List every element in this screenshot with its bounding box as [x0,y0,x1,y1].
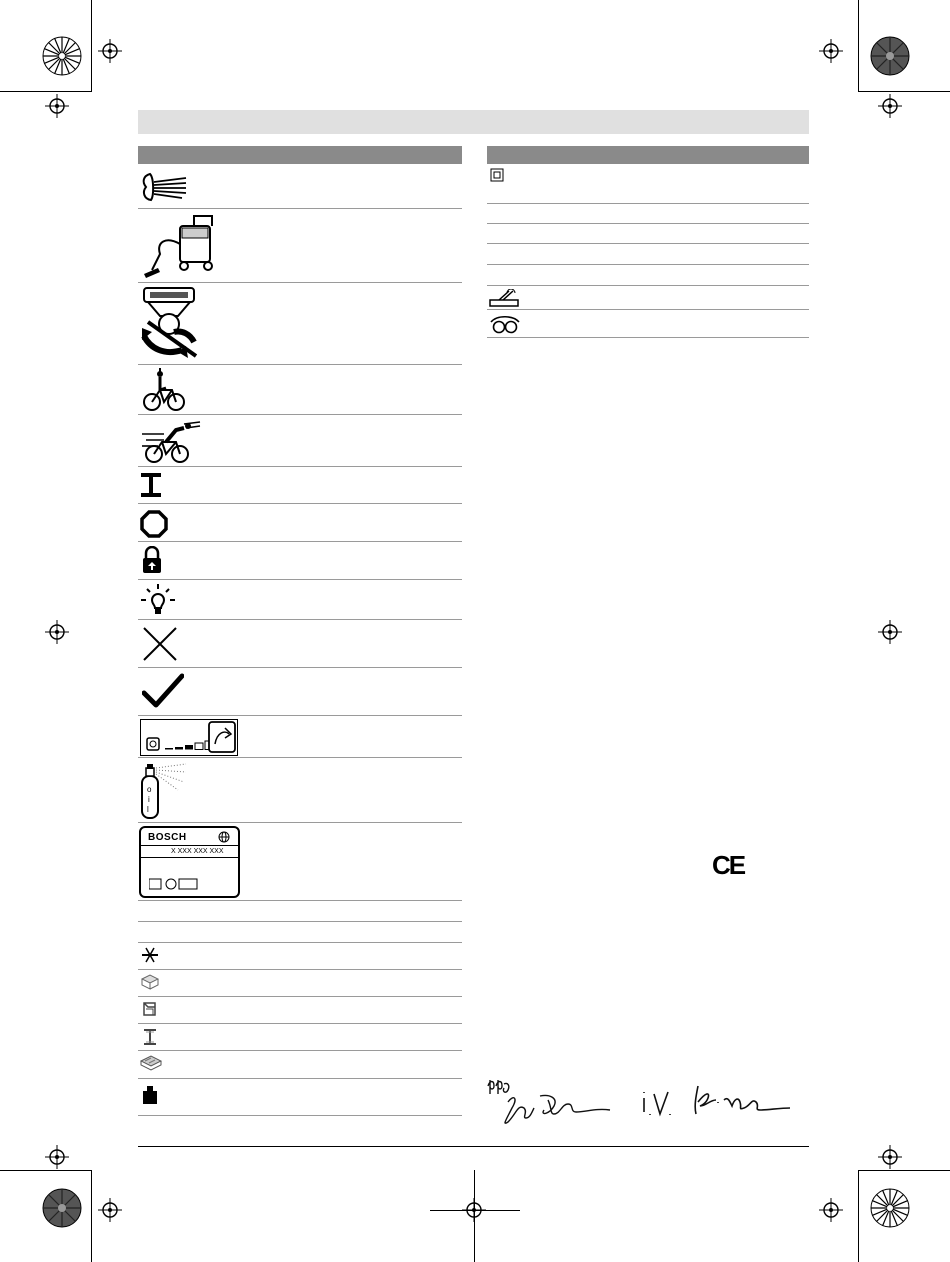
ce-mark: CE [712,850,745,880]
speed-setting-gauge-icon [140,719,238,756]
registration-mark-icon [98,1198,122,1222]
row-divider [138,208,462,209]
row-divider [138,619,462,620]
color-wheel-icon [42,36,82,76]
left-table-header [138,146,462,164]
gear-wheel-icon [489,314,521,334]
row-divider [138,715,462,716]
crop-mark [858,1170,859,1262]
signature-left [486,1072,626,1130]
nameplate-brand: BOSCH [148,832,187,843]
cut-depth-icon [142,946,158,964]
crop-mark [91,0,92,92]
metal-sheet-icon [141,1001,159,1019]
row-divider [138,541,462,542]
row-divider [138,414,462,415]
row-divider [138,996,462,997]
row-divider [487,285,809,286]
crop-mark [430,1210,520,1211]
row-divider [138,822,462,823]
dust-blow-icon [140,170,190,204]
row-divider [138,757,462,758]
ebike-speed-icon [140,420,206,464]
footer-rule [138,1146,809,1147]
plate-symbols-icon [149,878,201,890]
type-plate-icon [139,826,240,898]
globe-icon [218,831,230,843]
signature-right [640,1080,790,1120]
crop-mark [858,91,950,92]
row-divider [138,1078,462,1079]
crop-mark [0,91,92,92]
color-wheel-icon [870,36,910,76]
row-divider [138,1115,462,1116]
registration-mark-icon [98,39,122,63]
crop-mark [0,1170,92,1171]
check-mark-icon [142,673,184,709]
weight-icon [142,1085,158,1105]
nameplate-serial: X XXX XXX XXX [171,848,224,855]
color-wheel-icon [870,1188,910,1228]
bicycle-rider-icon [140,368,188,412]
svg-text:l: l [147,805,149,814]
row-divider [138,503,462,504]
crop-mark [858,1170,950,1171]
cross-mark-icon [142,626,178,662]
row-divider [138,921,462,922]
registration-mark-icon [45,1145,69,1169]
cutting-disc-icon [489,289,519,307]
profile-material-icon [141,1028,159,1046]
crop-mark [91,1170,92,1262]
registration-mark-icon [819,1198,843,1222]
row-divider [487,223,809,224]
svg-text:i: i [148,795,150,804]
page-header-band [138,110,809,134]
right-table-header [487,146,809,164]
row-divider [138,579,462,580]
svg-text:o: o [147,785,152,794]
grinder-guard-rotate-icon [138,286,200,358]
octagon-nut-icon [140,510,168,538]
row-divider [138,1050,462,1051]
oil-spray-can-icon [140,762,190,820]
row-divider [487,203,809,204]
registration-mark-icon [878,94,902,118]
protection-class-icon [490,168,504,182]
light-bulb-icon [140,584,176,618]
steel-beam-icon [141,473,163,497]
vacuum-cleaner-icon [138,212,218,280]
wood-material-icon [141,974,159,990]
registration-mark-icon [878,620,902,644]
row-divider [138,900,462,901]
row-divider [487,243,809,244]
row-divider [138,466,462,467]
row-divider [487,264,809,265]
registration-mark-icon [45,94,69,118]
row-divider [138,942,462,943]
row-divider [138,364,462,365]
row-divider [138,282,462,283]
color-wheel-icon [42,1188,82,1228]
registration-mark-icon [878,1145,902,1169]
crop-mark [858,0,859,92]
row-divider [487,337,809,338]
row-divider [138,969,462,970]
row-divider [487,309,809,310]
row-divider [138,667,462,668]
registration-mark-icon [45,620,69,644]
crop-mark [474,1170,475,1262]
row-divider [138,1023,462,1024]
padlock-icon [142,546,162,574]
stone-material-icon [140,1055,162,1071]
registration-mark-icon [819,39,843,63]
